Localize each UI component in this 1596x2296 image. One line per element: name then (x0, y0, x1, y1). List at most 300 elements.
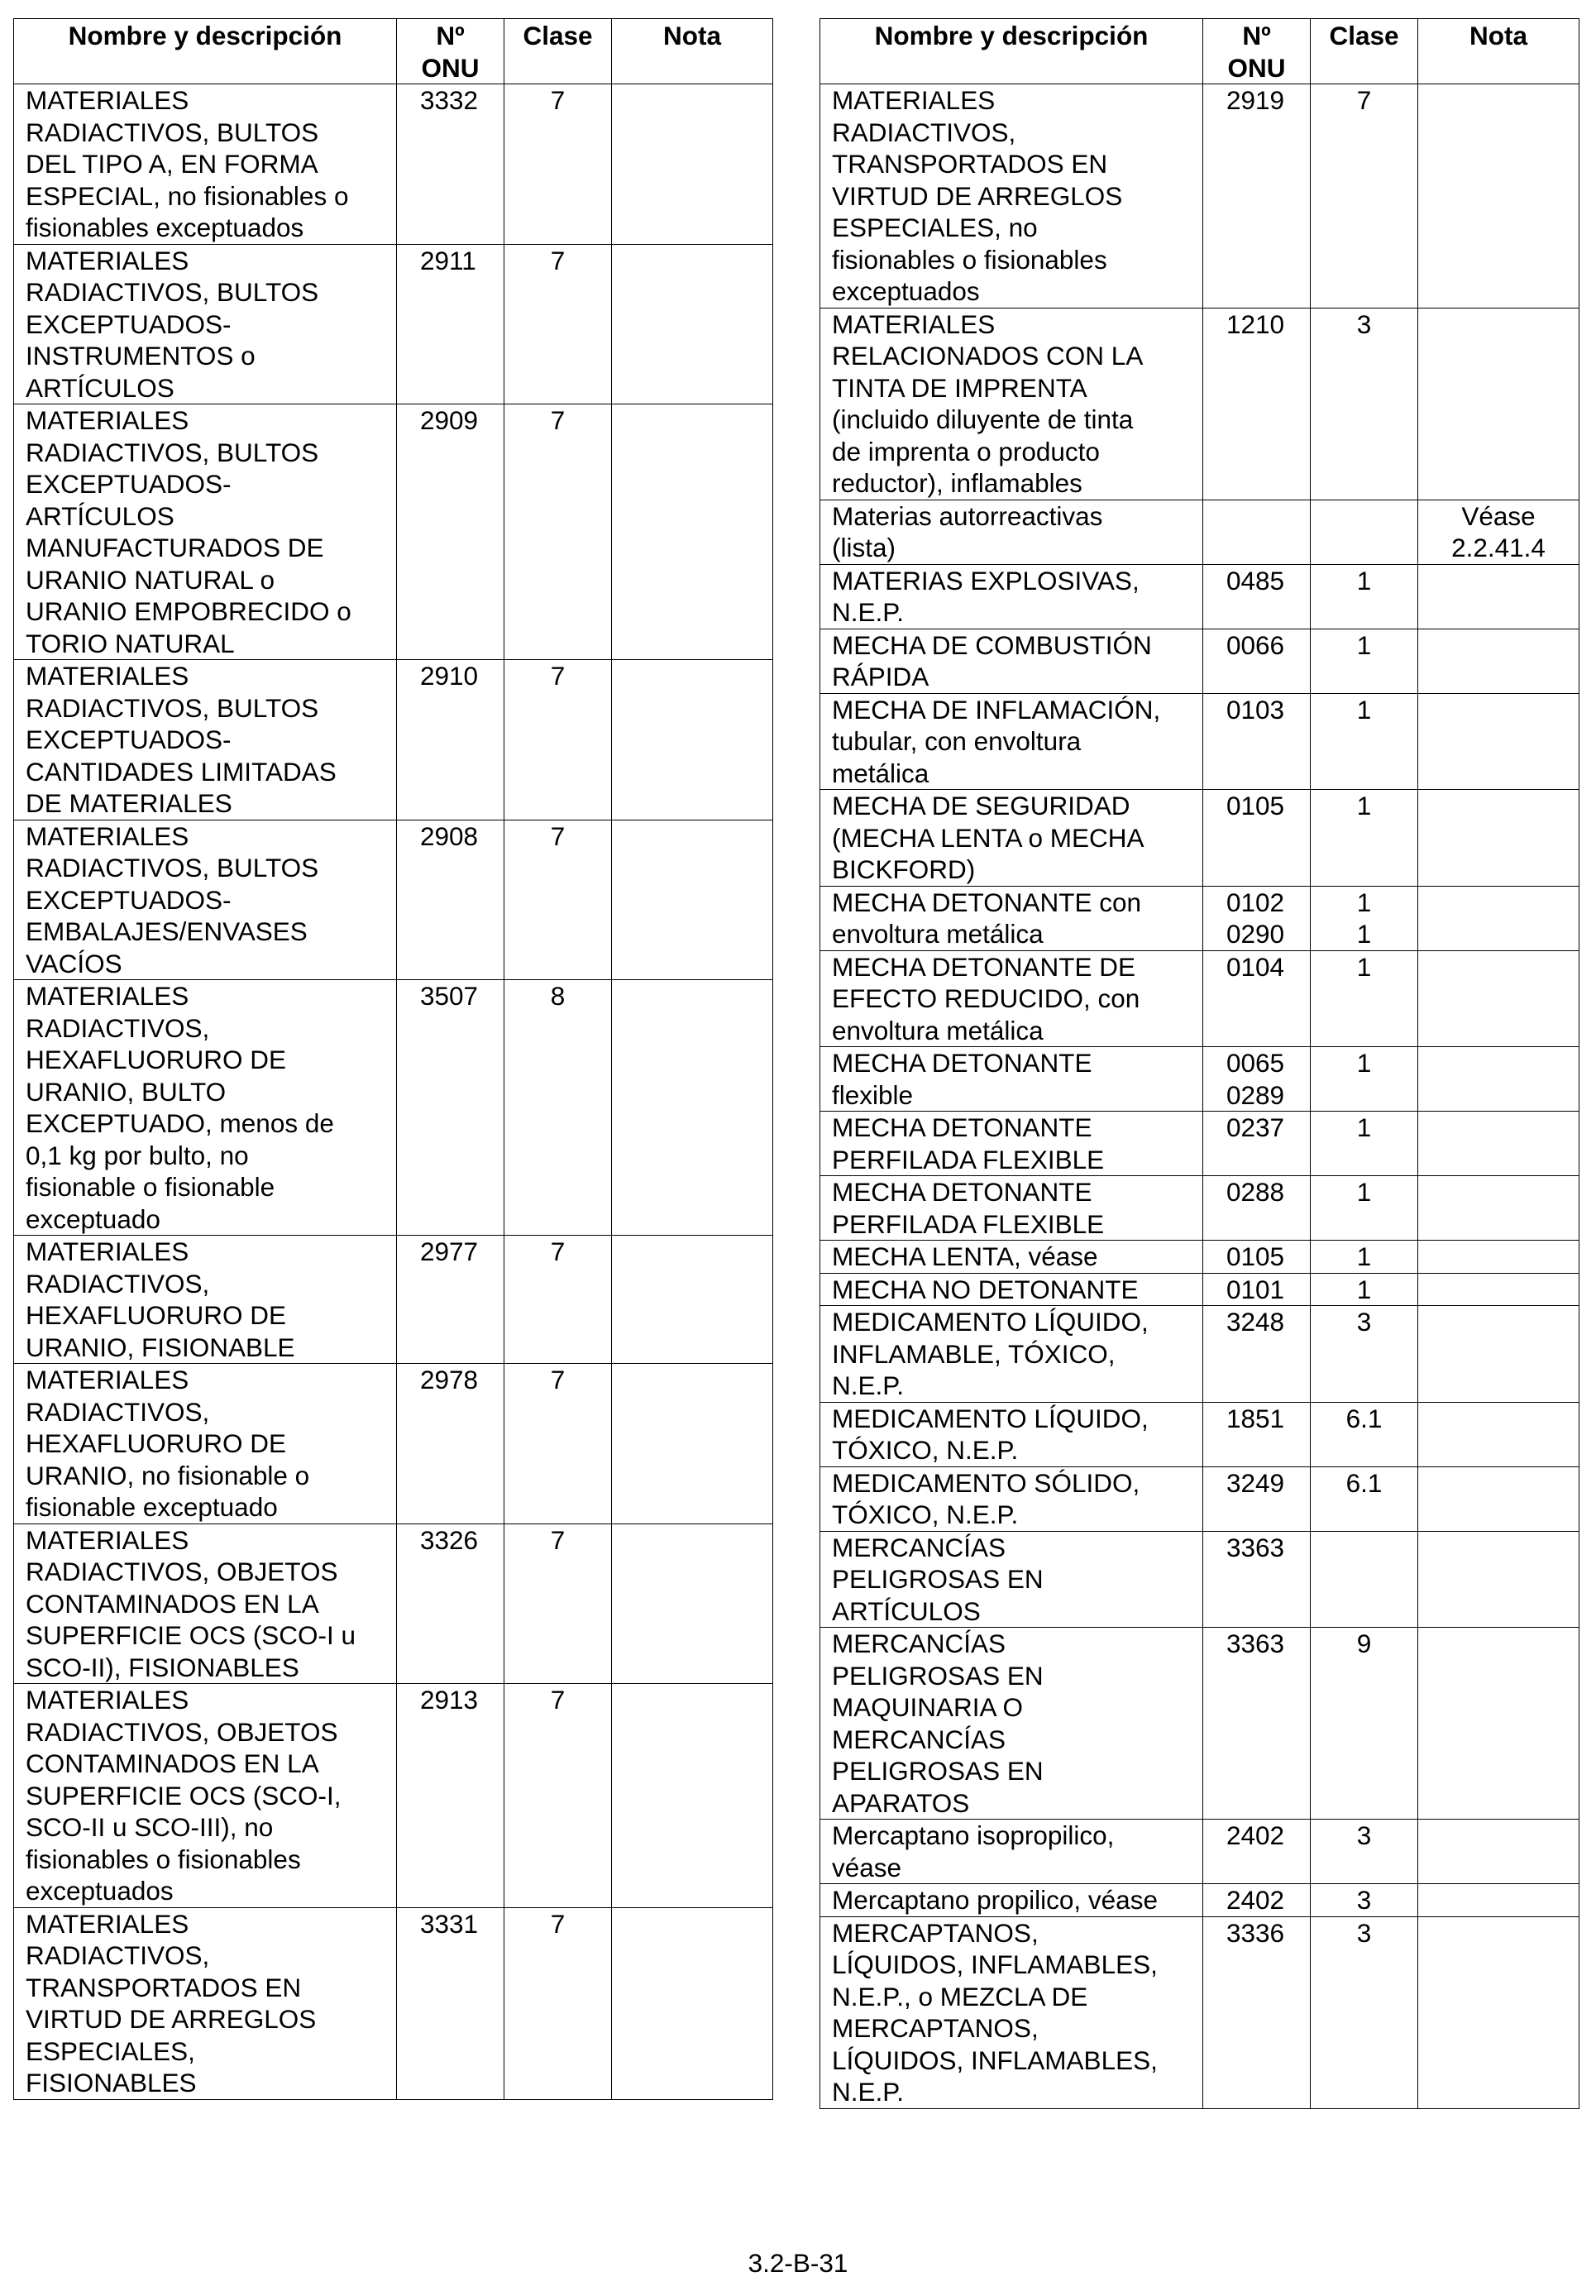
cell-class (1311, 308, 1418, 500)
cell-note (1418, 308, 1579, 500)
cell-un-number (397, 84, 504, 245)
cell-note (1418, 790, 1579, 887)
cell-class (1311, 564, 1418, 629)
cell-name-line: ARTÍCULOS (26, 372, 174, 403)
cell-un-number-line: 3507 (420, 981, 479, 1011)
table-row (820, 500, 1579, 564)
cell-class-line: 1 (1356, 1241, 1372, 1271)
cell-name-line: RADIACTIVOS, OBJETOS (26, 1716, 338, 1747)
cell-un-number-line: 2911 (420, 245, 476, 275)
cell-note (1418, 1402, 1579, 1466)
cell-name-line: exceptuado (26, 1203, 160, 1234)
cell-un-number-line: 1851 (1226, 1403, 1285, 1433)
table-row (820, 1047, 1579, 1112)
cell-name (820, 1402, 1203, 1466)
cell-un-number-line: 0102 (1226, 887, 1285, 917)
cell-class (1311, 693, 1418, 790)
table-row (14, 660, 773, 820)
cell-class (1311, 500, 1418, 564)
table-row (14, 1236, 773, 1364)
cell-name-line: MATERIALES (26, 245, 189, 275)
cell-name-line: MATERIALES (26, 405, 189, 435)
cell-name-line: URANIO EMPOBRECIDO o (26, 596, 351, 626)
cell-name (14, 244, 397, 404)
cell-class (1311, 1273, 1418, 1306)
cell-un-number-line: 0288 (1226, 1177, 1285, 1207)
cell-name-line: (incluido diluyente de tinta (832, 404, 1134, 434)
header-class: Clase (504, 19, 612, 84)
cell-un-number (397, 244, 504, 404)
cell-name-line: MECHA NO DETONANTE (832, 1274, 1139, 1304)
cell-un-number-line: 0103 (1226, 694, 1285, 725)
cell-un-number (1203, 1273, 1311, 1306)
cell-note (1418, 693, 1579, 790)
cell-name-line: RADIACTIVOS, (26, 1012, 210, 1043)
cell-un-number-line: 0105 (1226, 791, 1285, 820)
cell-note (1418, 1241, 1579, 1274)
cell-note (1418, 1820, 1579, 1884)
cell-name (14, 404, 397, 660)
cell-class (504, 820, 612, 980)
cell-name (820, 1820, 1203, 1884)
cell-un-number-line: 1210 (1226, 309, 1285, 339)
cell-un-number-line: 3326 (420, 1524, 479, 1555)
cell-un-number-line: 3332 (420, 85, 479, 115)
cell-un-number (1203, 1241, 1311, 1274)
cell-name-line: EXCEPTUADO, menos de (26, 1108, 334, 1138)
cell-name-line: MECHA DE COMBUSTIÓN (832, 629, 1152, 660)
cell-un-number-line: 3363 (1226, 1532, 1285, 1562)
cell-note (612, 84, 773, 245)
cell-name-line: MERCAPTANOS, (832, 1917, 1039, 1948)
cell-note (612, 660, 773, 820)
cell-name (14, 820, 397, 980)
cell-name-line: EXCEPTUADOS- (26, 725, 232, 754)
cell-note (1418, 1531, 1579, 1628)
cell-name-line: véase (832, 1852, 902, 1882)
cell-name-line: CANTIDADES LIMITADAS (26, 756, 337, 787)
cell-class (1311, 1628, 1418, 1820)
cell-name-line: (lista) (832, 533, 896, 562)
cell-un-number (1203, 790, 1311, 887)
table-row (14, 1523, 773, 1684)
cell-name-line: ESPECIAL, no fisionables o (26, 180, 349, 211)
cell-name-line: tubular, con envoltura (832, 726, 1082, 756)
cell-name-line: RADIACTIVOS, BULTOS (26, 692, 319, 723)
cell-name-line: HEXAFLUORURO DE (26, 1045, 287, 1074)
cell-name-line: MECHA DETONANTE (832, 1177, 1092, 1207)
cell-un-number (1203, 1531, 1311, 1628)
table-row (14, 84, 773, 245)
cell-name-line: MATERIALES (26, 1524, 189, 1555)
cell-name (820, 1531, 1203, 1628)
cell-class-line: 1 (1356, 1274, 1372, 1304)
right-table-column (820, 18, 1579, 2109)
cell-name-line: envoltura metálica (832, 919, 1044, 949)
cell-class-line: 7 (550, 1685, 566, 1715)
cell-name-line: MERCANCÍAS (832, 1532, 1006, 1562)
cell-name (14, 1523, 397, 1684)
table-row (14, 244, 773, 404)
cell-name-line: de imprenta o producto (832, 436, 1100, 466)
cell-name-line: TÓXICO, N.E.P. (832, 1500, 1019, 1529)
cell-un-number (397, 660, 504, 820)
cell-class (1311, 1176, 1418, 1241)
cell-un-number (397, 404, 504, 660)
cell-name-line: Materias autorreactivas (832, 500, 1103, 531)
cell-name-line: TÓXICO, N.E.P. (832, 1435, 1019, 1465)
cell-class-line: 3 (1356, 1307, 1372, 1337)
cell-note (612, 1364, 773, 1524)
cell-class (1311, 1916, 1418, 2108)
cell-name-line: metálica (832, 758, 929, 788)
cell-name-line: FISIONABLES (26, 2068, 197, 2097)
cell-un-number (1203, 1176, 1311, 1241)
cell-note (1418, 500, 1579, 564)
cell-name (14, 1684, 397, 1908)
cell-name (820, 1884, 1203, 1917)
cell-name (820, 1466, 1203, 1531)
cell-un-number-line: 0101 (1226, 1274, 1285, 1304)
cell-note (1418, 564, 1579, 629)
cell-class (1311, 1402, 1418, 1466)
cell-name-line: PELIGROSAS EN (832, 1660, 1044, 1691)
cell-class-line: 7 (550, 245, 566, 275)
cell-class (1311, 629, 1418, 693)
cell-class (504, 244, 612, 404)
cell-name-line: ESPECIALES, no (832, 213, 1038, 242)
cell-un-number-line: 3336 (1226, 1917, 1285, 1948)
cell-un-number-line: 2910 (420, 661, 479, 691)
cell-name-line: SUPERFICIE OCS (SCO-I, (26, 1780, 342, 1810)
cell-un-number-line: 0065 (1226, 1048, 1285, 1078)
cell-un-number (1203, 886, 1311, 950)
cell-note (1418, 1273, 1579, 1306)
cell-name-line: PERFILADA FLEXIBLE (832, 1208, 1105, 1239)
cell-class (1311, 1241, 1418, 1274)
cell-class-line: 1 (1356, 919, 1372, 949)
cell-name-line: CONTAMINADOS EN LA (26, 1588, 319, 1619)
cell-class-line: 3 (1356, 1917, 1372, 1948)
table-row (820, 1402, 1579, 1466)
cell-un-number-line: 0290 (1226, 919, 1285, 949)
cell-name-line: DEL TIPO A, EN FORMA (26, 149, 318, 179)
cell-name-line: MEDICAMENTO SÓLIDO, (832, 1467, 1140, 1498)
cell-name-line: N.E.P. (832, 1370, 904, 1400)
table-row (14, 404, 773, 660)
table-row (820, 84, 1579, 309)
cell-note (612, 1907, 773, 2099)
cell-un-number (1203, 629, 1311, 693)
cell-name (820, 1306, 1203, 1403)
cell-name-line: MEDICAMENTO LÍQUIDO, (832, 1403, 1149, 1433)
cell-un-number (1203, 308, 1311, 500)
cell-class-line: 6.1 (1345, 1403, 1383, 1433)
cell-name-line: HEXAFLUORURO DE (26, 1428, 287, 1458)
cell-name-line: MANUFACTURADOS DE (26, 533, 324, 562)
cell-note (612, 820, 773, 980)
cell-un-number (1203, 1047, 1311, 1112)
cell-class-line: 7 (550, 661, 566, 691)
cell-name-line: MATERIALES (26, 1685, 189, 1715)
cell-class-line: 1 (1356, 1112, 1372, 1142)
cell-class-line: 1 (1356, 951, 1372, 982)
cell-name-line: N.E.P. (832, 2077, 904, 2107)
cell-name (14, 980, 397, 1236)
cell-note (612, 244, 773, 404)
cell-name-line: URANIO, no fisionable o (26, 1460, 310, 1490)
cell-class-line: 1 (1356, 565, 1372, 596)
cell-class-line: 7 (550, 1365, 566, 1394)
cell-un-number (1203, 1628, 1311, 1820)
cell-note (1418, 1628, 1579, 1820)
cell-name-line: MATERIALES (26, 1908, 189, 1939)
cell-un-number-line: 2909 (420, 405, 479, 435)
cell-class-line: 3 (1356, 1885, 1372, 1915)
header-onu: Nº ONU (397, 19, 504, 84)
table-row (820, 790, 1579, 887)
cell-name-line: RADIACTIVOS, BULTOS (26, 277, 319, 307)
cell-name-line: RADIACTIVOS, BULTOS (26, 437, 319, 467)
cell-un-number-line: 2919 (1226, 85, 1285, 115)
cell-name-line: MECHA DETONANTE (832, 1112, 1092, 1142)
cell-name-line: TORIO NATURAL (26, 628, 235, 658)
cell-name (820, 1273, 1203, 1306)
table-row (14, 820, 773, 980)
table-row (820, 629, 1579, 693)
cell-name (820, 84, 1203, 309)
cell-name (14, 1364, 397, 1524)
cell-class (504, 1364, 612, 1524)
cell-un-number-line: 2402 (1226, 1885, 1285, 1915)
table-row (14, 980, 773, 1236)
cell-un-number (1203, 500, 1311, 564)
cell-name-line: MECHA DETONANTE (832, 1048, 1092, 1078)
cell-name-line: MECHA LENTA, véase (832, 1241, 1098, 1271)
cell-un-number-line: 0066 (1226, 629, 1285, 660)
cell-name-line: MECHA DETONANTE DE (832, 951, 1135, 982)
table-row (820, 1241, 1579, 1274)
header-onu: Nº ONU (1203, 19, 1311, 84)
cell-class (1311, 1306, 1418, 1403)
cell-un-number (1203, 950, 1311, 1047)
table-row (820, 564, 1579, 629)
cell-note (1418, 1884, 1579, 1917)
cell-class (504, 1907, 612, 2099)
cell-name-line: ESPECIALES, (26, 2035, 195, 2066)
cell-name-line: MECHA DE INFLAMACIÓN, (832, 694, 1161, 725)
cell-name-line: MATERIAS EXPLOSIVAS, (832, 565, 1140, 596)
cell-un-number-line: 0237 (1226, 1112, 1285, 1142)
cell-name-line: MATERIALES (26, 1365, 189, 1394)
cell-name-line: DE MATERIALES (26, 788, 232, 818)
cell-name-line: URANIO, BULTO (26, 1076, 227, 1107)
right-table-body (820, 84, 1579, 2109)
cell-class-line: 7 (550, 820, 566, 851)
page-number: 3.2-B-31 (748, 2248, 848, 2278)
cell-name-line: SUPERFICIE OCS (SCO-I u (26, 1620, 356, 1650)
cell-class-line: 1 (1356, 887, 1372, 917)
cell-class-line: 1 (1356, 1048, 1372, 1078)
cell-un-number-line: 2977 (420, 1236, 479, 1266)
cell-name (14, 1236, 397, 1364)
cell-name-line: EXCEPTUADOS- (26, 884, 232, 915)
cell-name-line: RADIACTIVOS, BULTOS (26, 117, 319, 147)
cell-name-line: 0,1 kg por bulto, no (26, 1140, 249, 1170)
cell-name-line: envoltura metálica (832, 1015, 1044, 1045)
cell-name-line: exceptuados (832, 276, 980, 306)
cell-note (1418, 1047, 1579, 1112)
table-row (820, 1273, 1579, 1306)
cell-un-number (1203, 564, 1311, 629)
cell-un-number (397, 980, 504, 1236)
cell-un-number-line: 3249 (1226, 1467, 1285, 1498)
cell-note-line: 2.2.41.4 (1451, 533, 1546, 562)
header-name: Nombre y descripción (820, 19, 1203, 84)
cell-class (504, 1236, 612, 1364)
table-row (820, 950, 1579, 1047)
cell-name-line: Mercaptano propilico, véase (832, 1885, 1158, 1915)
table-row (820, 1112, 1579, 1176)
cell-note (1418, 1112, 1579, 1176)
cell-name-line: VIRTUD DE ARREGLOS (832, 180, 1123, 211)
cell-name-line: exceptuados (26, 1876, 174, 1906)
cell-name-line: RADIACTIVOS, (26, 1396, 210, 1427)
cell-note (612, 980, 773, 1236)
cell-name-line: RÁPIDA (832, 662, 929, 691)
cell-name-line: MAQUINARIA O (832, 1692, 1024, 1722)
cell-class (504, 404, 612, 660)
cell-name-line: APARATOS (832, 1787, 970, 1818)
cell-name-line: MATERIALES (26, 661, 189, 691)
dangerous-goods-index-table-right (820, 18, 1579, 2109)
cell-class-line: 1 (1356, 629, 1372, 660)
cell-name-line: EXCEPTUADOS- (26, 309, 232, 339)
cell-name-line: fisionable o fisionable (26, 1172, 275, 1202)
cell-un-number-line: 3248 (1226, 1307, 1285, 1337)
cell-name-line: N.E.P., o MEZCLA DE (832, 1981, 1088, 2011)
cell-name-line: fisionables exceptuados (26, 213, 304, 242)
cell-name-line: Mercaptano isopropilico, (832, 1820, 1115, 1850)
cell-name-line: PELIGROSAS EN (832, 1756, 1044, 1786)
table-row (820, 1820, 1579, 1884)
cell-class (1311, 1047, 1418, 1112)
cell-name-line: MATERIALES (26, 1236, 189, 1266)
cell-name-line: LÍQUIDOS, INFLAMABLES, (832, 2045, 1158, 2075)
cell-name (820, 790, 1203, 887)
cell-name-line: CONTAMINADOS EN LA (26, 1748, 319, 1778)
cell-name (820, 1176, 1203, 1241)
cell-class (504, 660, 612, 820)
cell-un-number (1203, 1884, 1311, 1917)
cell-class-line: 7 (550, 405, 566, 435)
cell-name-line: BICKFORD) (832, 854, 976, 884)
cell-note (1418, 1916, 1579, 2108)
cell-name-line: ARTÍCULOS (832, 1595, 981, 1626)
cell-name-line: LÍQUIDOS, INFLAMABLES, (832, 1949, 1158, 1979)
cell-un-number (1203, 1820, 1311, 1884)
cell-name-line: INSTRUMENTOS o (26, 341, 256, 371)
cell-class-line: 7 (550, 1908, 566, 1939)
cell-class (1311, 1820, 1418, 1884)
table-header-row (14, 19, 773, 84)
cell-un-number (397, 1364, 504, 1524)
cell-name-line: VIRTUD DE ARREGLOS (26, 2004, 317, 2034)
cell-un-number (397, 1236, 504, 1364)
cell-name-line: MECHA DE SEGURIDAD (832, 791, 1130, 820)
cell-name-line: EFECTO REDUCIDO, con (832, 983, 1140, 1013)
cell-name-line: MERCAPTANOS, (832, 2013, 1039, 2043)
cell-name (820, 1241, 1203, 1274)
cell-name (14, 84, 397, 245)
cell-class-line: 1 (1356, 1177, 1372, 1207)
header-note: Nota (612, 19, 773, 84)
cell-name-line: reductor), inflamables (832, 468, 1082, 498)
cell-name-line: N.E.P. (832, 597, 904, 627)
cell-un-number (397, 820, 504, 980)
cell-name-line: URANIO, FISIONABLE (26, 1332, 295, 1362)
cell-un-number-line: 2913 (420, 1685, 479, 1715)
cell-note-line: Véase (1461, 500, 1536, 531)
cell-un-number-line: 0289 (1226, 1079, 1285, 1110)
cell-name (820, 950, 1203, 1047)
cell-name (820, 629, 1203, 693)
cell-name-line: SCO-II u SCO-III), no (26, 1812, 274, 1842)
cell-name-line: fisionables o fisionables (26, 1844, 301, 1874)
cell-un-number-line: 0105 (1226, 1241, 1285, 1271)
cell-class-line: 7 (550, 1236, 566, 1266)
cell-class (1311, 790, 1418, 887)
cell-name-line: flexible (832, 1079, 914, 1110)
cell-note (1418, 84, 1579, 309)
cell-class (1311, 84, 1418, 309)
table-row (820, 886, 1579, 950)
cell-name-line: MEDICAMENTO LÍQUIDO, (832, 1307, 1149, 1337)
cell-name (820, 564, 1203, 629)
cell-name-line: MATERIALES (26, 820, 189, 851)
cell-class (1311, 1531, 1418, 1628)
cell-class-line: 3 (1356, 1820, 1372, 1850)
table-row (820, 693, 1579, 790)
table-row (820, 1884, 1579, 1917)
table-row (820, 1466, 1579, 1531)
cell-name-line: PERFILADA FLEXIBLE (832, 1144, 1105, 1174)
cell-name-line: RADIACTIVOS, (26, 1940, 210, 1970)
cell-un-number-line: 3331 (420, 1908, 479, 1939)
table-row (820, 1916, 1579, 2108)
cell-un-number (1203, 1402, 1311, 1466)
cell-name-line: URANIO NATURAL o (26, 564, 275, 595)
cell-name-line: EXCEPTUADOS- (26, 469, 232, 499)
cell-un-number-line: 3363 (1226, 1629, 1285, 1658)
cell-name-line: RADIACTIVOS, OBJETOS (26, 1557, 338, 1586)
table-header-row (820, 19, 1579, 84)
cell-class (504, 1684, 612, 1908)
cell-name (14, 1907, 397, 2099)
cell-name-line: PELIGROSAS EN (832, 1564, 1044, 1594)
header-name: Nombre y descripción (14, 19, 397, 84)
cell-class-line: 7 (1356, 85, 1372, 115)
cell-name-line: MERCANCÍAS (832, 1724, 1006, 1754)
cell-name-line: INFLAMABLE, TÓXICO, (832, 1338, 1116, 1369)
cell-un-number (1203, 1112, 1311, 1176)
cell-name-line: MECHA DETONANTE con (832, 887, 1142, 917)
table-row (820, 1628, 1579, 1820)
cell-class (1311, 1112, 1418, 1176)
cell-class (504, 84, 612, 245)
cell-name-line: HEXAFLUORURO DE (26, 1300, 287, 1330)
table-row (14, 1907, 773, 2099)
